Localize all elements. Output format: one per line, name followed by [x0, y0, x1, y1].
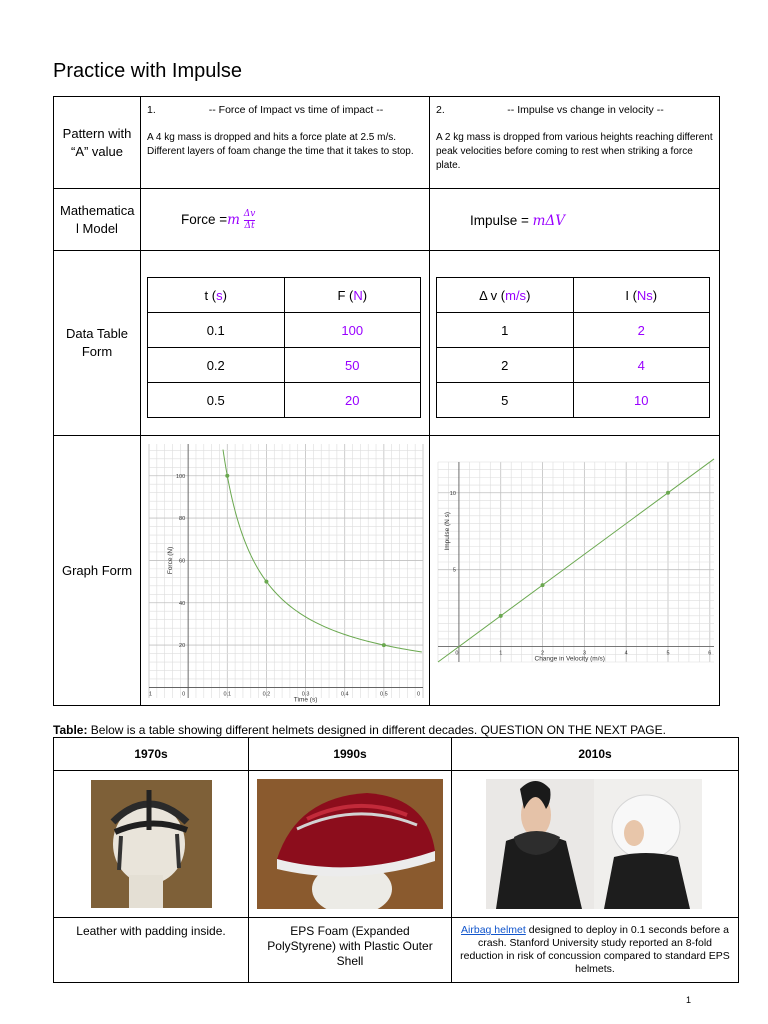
helmet-table [53, 737, 739, 983]
pattern-label: Pattern with “A” value [54, 97, 141, 189]
x-tick-label: 4 [624, 650, 628, 657]
force-curve [223, 450, 422, 652]
y-tick-label: 80 [179, 516, 186, 523]
col2-description: A 2 kg mass is dropped from various heights reaching different peak velocities before coming to rest when striking a force plate. [436, 132, 713, 171]
force-model-fraction [244, 209, 256, 232]
airbag-description-text: designed to deploy in 0.1 seconds before a crash. Stanford University study reported an 8-fold reduction in risk of concussion compared to standard EPS helmets. [460, 924, 730, 975]
force-data-table [147, 277, 421, 418]
x-tick-label: 1 [499, 650, 503, 657]
x-tick-label: 0.2 [262, 691, 271, 698]
x-edge-label: 0 [416, 691, 420, 698]
col1-description: A 4 kg mass is dropped and hits a force plate at 2.5 m/s. Different layers of foam change the time that it takes to stop. [147, 132, 414, 157]
col2-heading: -- Impulse vs change in velocity -- [507, 104, 664, 116]
data-point [382, 643, 386, 647]
airbag-helmet-image [486, 779, 702, 909]
x-tick-label: 2 [541, 650, 545, 657]
y-tick-label: 10 [449, 490, 456, 497]
page-number: 1 [686, 995, 692, 1005]
col2-number: 2. [436, 104, 445, 116]
data-point [541, 583, 545, 587]
col1-pattern [141, 97, 430, 189]
y-tick-label: 20 [179, 643, 186, 650]
caption-text: Below is a table showing different helmets designed in different decades. QUESTION ON THE NEXT PAGE. [87, 723, 666, 737]
caption-bold: Table: [53, 723, 88, 737]
table-cell: 0.5 [148, 383, 285, 418]
table-cell: 2 [573, 313, 710, 348]
x-tick-label: 0.3 [301, 691, 310, 698]
y-axis-label: Force (N) [167, 546, 175, 575]
table-cell: 50 [284, 348, 421, 383]
table-cell: 0.2 [148, 348, 285, 383]
origin-label: 0 [182, 691, 186, 698]
data-point [264, 580, 268, 584]
data-point [225, 474, 229, 478]
table-row [437, 383, 710, 418]
impulse-model-expr: mΔV [532, 213, 565, 229]
page-title: Practice with Impulse [53, 60, 242, 82]
airbag-description [452, 918, 739, 983]
leather-description: Leather with padding inside. [54, 918, 249, 983]
col1-model [141, 189, 430, 251]
x-tick-label: 0.1 [223, 691, 232, 698]
table-cell: 1 [437, 313, 574, 348]
force-model-mass: m [227, 212, 240, 229]
col1-data [141, 251, 430, 436]
col1-number: 1. [147, 104, 156, 116]
col2-graph [430, 436, 720, 706]
model-row [54, 189, 720, 251]
table-cell: 100 [284, 313, 421, 348]
table-row [148, 313, 421, 348]
helmet-header-2010s: 2010s [452, 738, 739, 771]
data-table-label: Data Table Form [54, 251, 141, 436]
col1-heading: -- Force of Impact vs time of impact -- [208, 104, 384, 116]
table-row [148, 348, 421, 383]
graph-row [54, 436, 720, 706]
x-axis-label: Change in Velocity (m/s) [534, 655, 605, 663]
col2-model [430, 189, 720, 251]
impulse-velocity-chart [430, 436, 718, 704]
x-tick-label: 0.5 [380, 691, 388, 698]
x-edge-label: 1 [149, 691, 153, 698]
impulse-table-header-i: I (Ns) [573, 278, 710, 313]
table-cell: 2 [437, 348, 574, 383]
force-model-denominator: Δt [244, 221, 255, 231]
y-tick-label: 40 [179, 600, 186, 607]
table-cell: 20 [284, 383, 421, 418]
table-cell: 4 [573, 348, 710, 383]
table-row [437, 348, 710, 383]
eps-description: EPS Foam (Expanded PolyStyrene) with Plastic Outer Shell [249, 918, 452, 983]
force-model-prefix: Force = [181, 212, 228, 228]
impulse-model-prefix: Impulse = [470, 213, 533, 228]
table-row [148, 383, 421, 418]
col1-graph [141, 436, 430, 706]
x-tick-label: 3 [582, 650, 586, 657]
data-table-row [54, 251, 720, 436]
table-cell: 10 [573, 383, 710, 418]
impulse-data-table [436, 277, 710, 418]
force-table-header-t: t (s) [148, 278, 285, 313]
eps-helmet-photo [249, 771, 452, 918]
impulse-table [53, 96, 720, 706]
airbag-helmet-photo [452, 771, 739, 918]
math-label: Mathematica l Model [54, 189, 141, 251]
force-table-header-f: F (N) [284, 278, 421, 313]
helmet-header-1990s: 1990s [249, 738, 452, 771]
table-cell: 5 [437, 383, 574, 418]
col2-pattern [430, 97, 720, 189]
table-cell: 0.1 [148, 313, 285, 348]
data-point [499, 614, 503, 618]
leather-helmet-photo [54, 771, 249, 918]
helmet-header-1970s: 1970s [54, 738, 249, 771]
x-axis-label: Time (s) [293, 696, 318, 704]
graph-label: Graph Form [54, 436, 141, 706]
col2-data [430, 251, 720, 436]
leather-helmet-image [91, 780, 212, 908]
x-tick-label: 6 [708, 650, 712, 657]
pattern-row [54, 97, 720, 189]
force-time-chart [141, 436, 429, 704]
force-model-numerator: Δv [243, 209, 256, 219]
y-tick-label: 5 [452, 567, 456, 574]
airbag-helmet-link[interactable]: Airbag helmet [461, 924, 526, 936]
data-point [666, 491, 670, 495]
eps-helmet-image [257, 779, 443, 909]
impulse-line [438, 459, 714, 662]
y-tick-label: 60 [179, 558, 186, 565]
x-tick-label: 0 [455, 650, 459, 657]
impulse-table-header-v: Δ v (m/s) [437, 278, 574, 313]
x-tick-label: 5 [666, 650, 670, 657]
y-axis-label: Impulse (N s) [443, 511, 451, 551]
helmet-table-caption [53, 723, 666, 737]
y-tick-label: 100 [175, 473, 186, 480]
table-row [437, 313, 710, 348]
x-tick-label: 0.4 [340, 691, 349, 698]
